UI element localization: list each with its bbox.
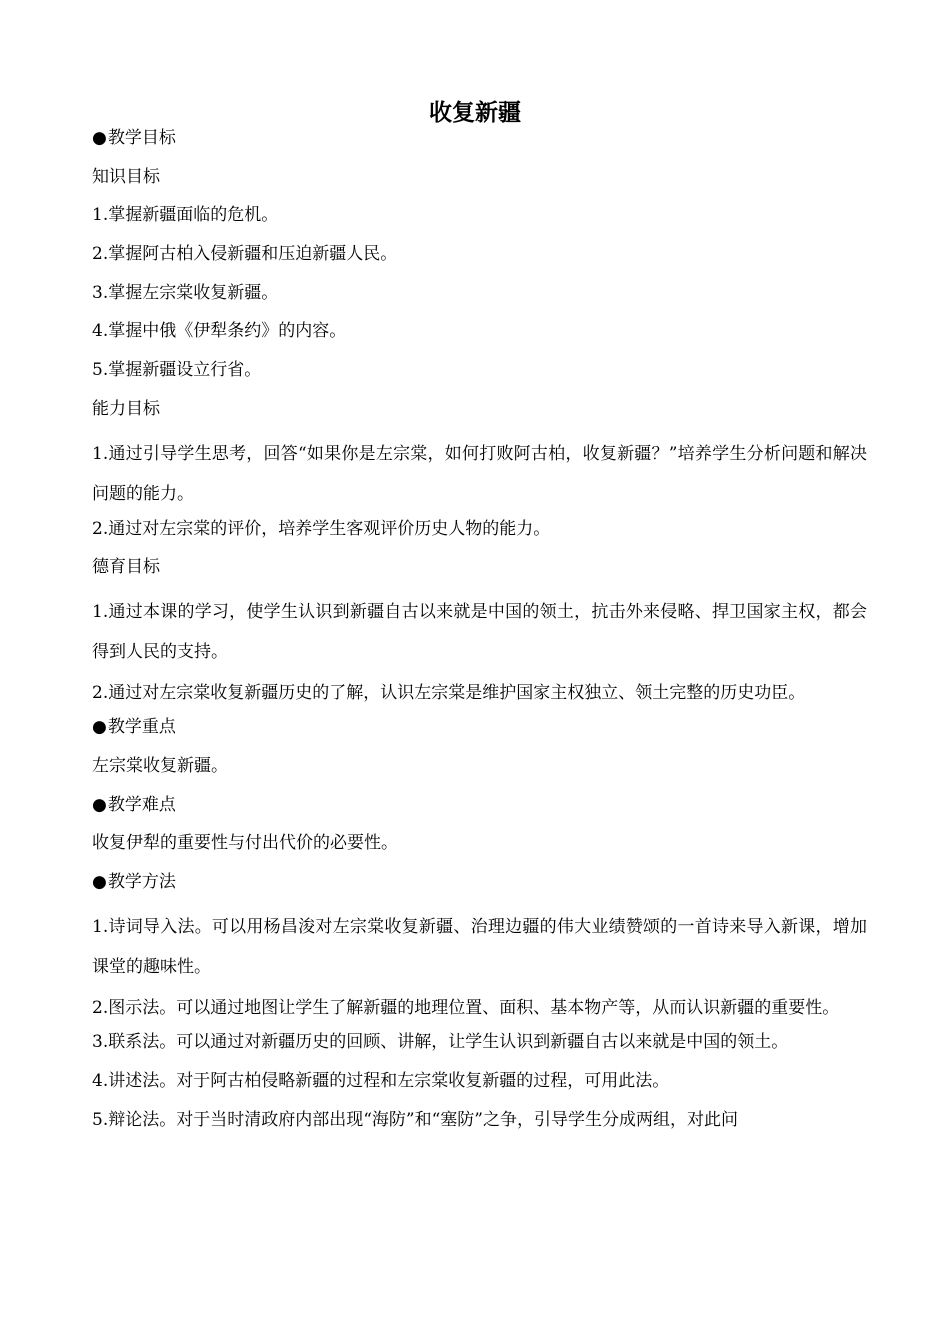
bullet-icon: ● bbox=[92, 128, 107, 148]
list-item: 5.辩论法。对于当时清政府内部出现“海防”和“塞防”之争，引导学生分成两组，对此问 bbox=[92, 1109, 738, 1130]
section-heading-key-point bbox=[92, 713, 867, 752]
section-heading-methods bbox=[92, 868, 867, 907]
bullet-icon: ● bbox=[92, 794, 107, 815]
list-item: 2.掌握阿古柏入侵新疆和压迫新疆人民。 bbox=[92, 244, 398, 265]
bullet-icon: ● bbox=[92, 872, 107, 893]
list-item: 5.掌握新疆设立行省。 bbox=[92, 360, 262, 381]
subheading-ability: 能力目标 bbox=[92, 398, 160, 419]
heading-text: 教学目标 bbox=[107, 128, 176, 148]
list-item: 3.掌握左宗棠收复新疆。 bbox=[92, 282, 279, 303]
heading-text: 教学难点 bbox=[107, 794, 176, 815]
heading-text: 教学重点 bbox=[107, 717, 176, 738]
list-item: 1.掌握新疆面临的危机。 bbox=[92, 205, 279, 226]
section-heading-difficulty bbox=[92, 791, 867, 830]
list-item: 4.掌握中俄《伊犁条约》的内容。 bbox=[92, 321, 347, 342]
key-point-text: 左宗棠收复新疆。 bbox=[92, 756, 228, 777]
list-item: 4.讲述法。对于阿古柏侵略新疆的过程和左宗棠收复新疆的过程，可用此法。 bbox=[92, 1071, 670, 1091]
bullet-icon: ● bbox=[92, 717, 107, 738]
list-item: 1.通过引导学生思考，回答“如果你是左宗棠，如何打败阿古柏，收复新疆？”培养学生分析问题和解决问题的能力。 bbox=[92, 443, 867, 504]
heading-text: 教学方法 bbox=[107, 872, 176, 893]
list-item: 2.通过对左宗棠收复新疆历史的了解，认识左宗棠是维护国家主权独立、领土完整的历史功臣。 bbox=[92, 682, 806, 703]
subheading-knowledge: 知识目标 bbox=[92, 166, 160, 187]
list-item: 1.诗词导入法。可以用杨昌浚对左宗棠收复新疆、治理边疆的伟大业绩赞颂的一首诗来导入新课，增加课堂的趣味性。 bbox=[92, 916, 867, 978]
list-item: 3.联系法。可以通过对新疆历史的回顾、讲解，让学生认识到新疆自古以来就是中国的领土。 bbox=[92, 1032, 789, 1053]
section-heading-objectives bbox=[92, 124, 867, 163]
document-title: 收复新疆 bbox=[429, 100, 521, 126]
difficulty-text: 收复伊犁的重要性与付出代价的必要性。 bbox=[92, 833, 398, 854]
list-item: 1.通过本课的学习，使学生认识到新疆自古以来就是中国的领土，抗击外来侵略、捍卫国家主权，都会得到人民的支持。 bbox=[92, 601, 867, 663]
list-item: 2.通过对左宗棠的评价，培养学生客观评价历史人物的能力。 bbox=[92, 518, 551, 539]
document-body bbox=[92, 124, 867, 1144]
list-item: 2.图示法。可以通过地图让学生了解新疆的地理位置、面积、基本物产等，从而认识新疆的重要性。 bbox=[92, 997, 840, 1018]
subheading-moral: 德育目标 bbox=[92, 557, 160, 578]
